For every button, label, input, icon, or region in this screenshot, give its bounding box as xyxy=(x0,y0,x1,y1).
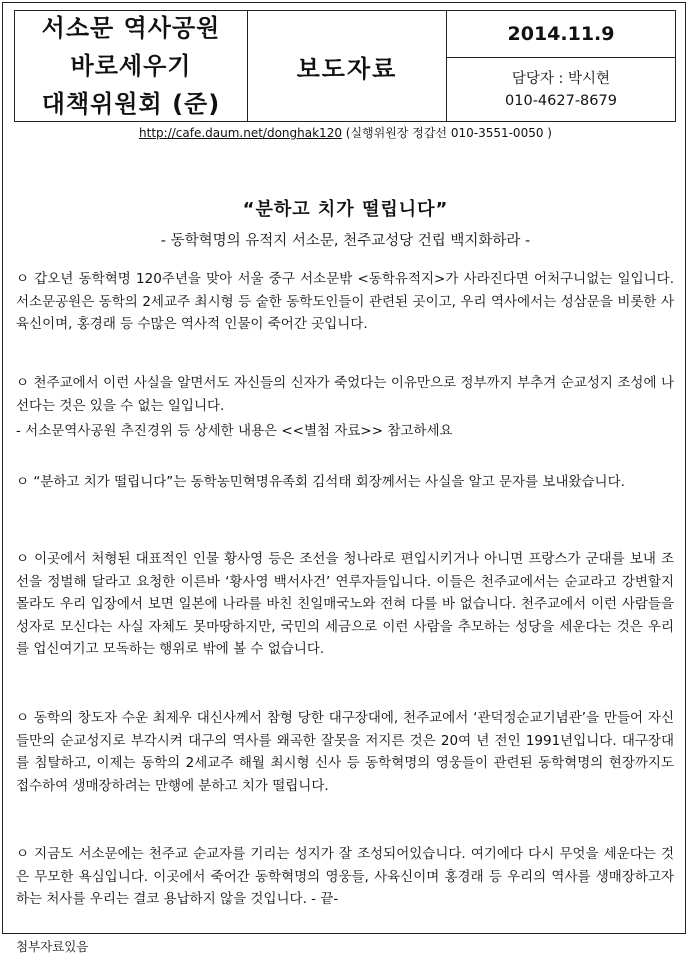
document-header xyxy=(14,10,676,122)
paragraph-4: ㅇ 이곳에서 처형된 대표적인 인물 황사영 등은 조선을 청나라로 편입시키거나 아니면 프랑스가 군대를 보내 조선을 정벌해 달라고 요청한 이른바 ‘황사영 백서사건’ 연루자들입니다. 이들은 천주교에서는 순교라고 강변할지 몰라도 우리 입장에서 보면 일본에 나라를 바친 친일매국노와 전혀 다를 바 없습니다. 천주교에서 이런 사람들을 성자로 모신다는 사실 자체도 못마땅하지만, 국민의 세금으로 이런 사람을 추모하는 성당을 세운다는 것은 우리를 업신여기고 모독하는 행위로 밖에 볼 수 없습니다. xyxy=(16,551,674,657)
contact-person: 담당자 : 박시현 xyxy=(511,70,611,87)
paragraph-3: ㅇ “분하고 치가 떨립니다”는 동학농민혁명유족회 김석태 회장께서는 사실을 알고 문자를 보내왔습니다. xyxy=(16,474,625,490)
attachment-note: - 서소문역사공원 추진경위 등 상세한 내용은 <<별첨 자료>> 참고하세요 xyxy=(16,423,453,439)
org-line-3: 대책위원회 (준) xyxy=(41,90,221,118)
url-note: (실행위원장 정갑선 010-3551-0050 ) xyxy=(341,126,552,140)
paragraph-6: ㅇ 지금도 서소문에는 천주교 순교자를 기리는 성지가 잘 조성되어있습니다. 여기에다 다시 무엇을 세운다는 것은 무모한 욕심입니다. 이곳에서 죽어간 동학혁명의 영웅들, 사육신이며 홍경래 등 우리의 역사를 생매장하고자 하는 처사를 우리는 결코 용납하지 않을 것입니다. - 끝- xyxy=(16,846,674,907)
paragraph-1: ㅇ 갑오년 동학혁명 120주년을 맞아 서울 중구 서소문밖 <동학유적지>가 사라진다면 어처구니없는 일입니다. 서소문공원은 동학의 2세교주 최시형 등 숱한 동학도인들이 관련된 곳이고, 우리 역사에서는 성삼문을 비롯한 사육신이며, 홍경래 등 수많은 역사적 인물이 죽어간 곳입니다. xyxy=(16,271,674,332)
paragraph-2: ㅇ 천주교에서 이런 사실을 알면서도 자신들의 신자가 죽었다는 이유만으로 정부까지 부추겨 순교성지 조성에 나선다는 것은 있을 수 없는 일입니다. xyxy=(16,375,674,414)
contact-block xyxy=(447,58,675,121)
cafe-link[interactable]: http://cafe.daum.net/donghak120 xyxy=(139,126,342,140)
org-line-2: 바로세우기 xyxy=(70,52,192,80)
document-type: 보도자료 xyxy=(248,11,447,121)
info-cell xyxy=(447,11,675,121)
release-date: 2014.11.9 xyxy=(447,11,675,58)
subheadline: - 동학혁명의 유적지 서소문, 천주교성당 건립 백지화하라 - xyxy=(160,233,531,249)
contact-phone: 010-4627-8679 xyxy=(505,92,617,109)
attachment-label: 첨부자료있음 xyxy=(16,939,89,954)
paragraph-5: ㅇ 동학의 창도자 수운 최제우 대신사께서 참형 당한 대구장대에, 천주교에서 ‘관덕정순교기념관’을 만들어 자신들만의 순교성지로 부각시켜 대구의 역사를 왜곡한 잘못을 저지른 것은 20여 년 전인 1991년입니다. 대구장대를 침탈하고, 이제는 동학의 2세교주 해월 최시형 신사 등 동학혁명의 영웅들이 관련된 동학혁명의 현장까지도 접수하여 생매장하려는 만행에 분하고 치가 떨립니다. xyxy=(16,710,674,794)
org-line-1: 서소문 역사공원 xyxy=(41,14,221,42)
organization-name xyxy=(15,11,248,121)
headline: “분하고 치가 떨립니다” xyxy=(242,199,449,220)
url-line xyxy=(0,124,691,141)
